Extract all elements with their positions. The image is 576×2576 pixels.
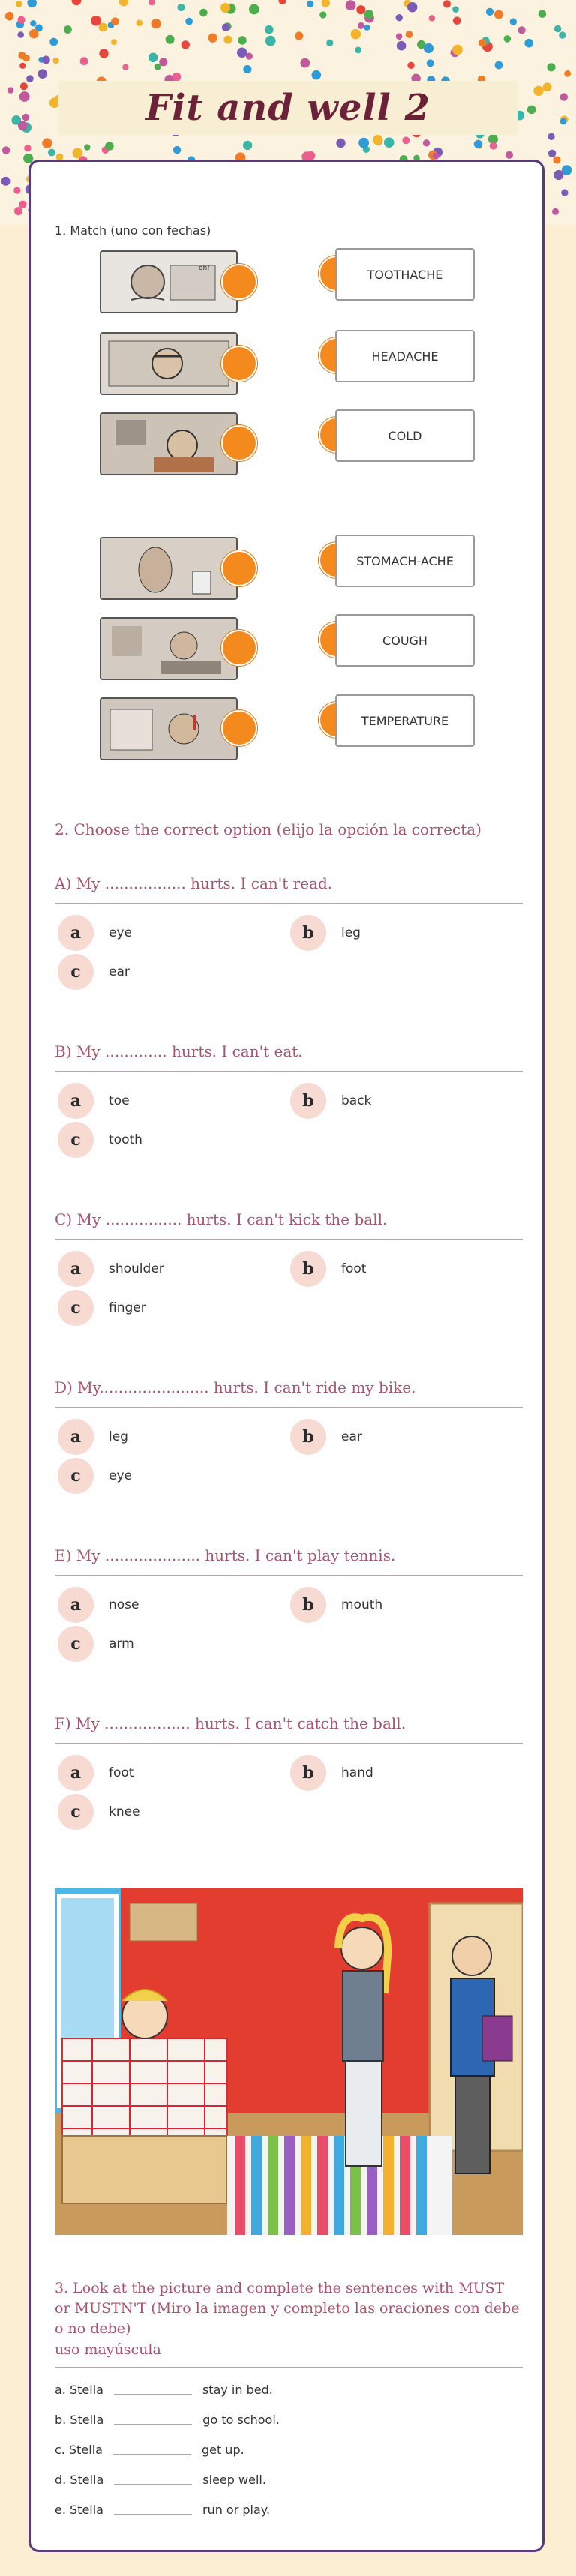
word-label: TEMPERATURE xyxy=(361,713,449,728)
confetti-dot xyxy=(510,19,517,25)
sentence-suffix: go to school. xyxy=(202,2413,280,2427)
question-b-prompt: B) My ............. hurts. I can't eat. xyxy=(55,1042,303,1060)
option-text: foot xyxy=(109,1765,134,1780)
confetti-dot xyxy=(547,63,555,71)
option-text: knee xyxy=(109,1804,140,1819)
option-text: leg xyxy=(341,925,361,940)
confetti-dot xyxy=(99,23,108,32)
option-text: foot xyxy=(341,1261,367,1276)
word-label: COUGH xyxy=(382,633,428,648)
confetti-dot xyxy=(84,144,90,150)
option-letter: a xyxy=(58,915,94,951)
question-divider xyxy=(55,1239,523,1240)
question-c-prompt: C) My ................ hurts. I can't kick the ball. xyxy=(55,1210,388,1228)
option-c[interactable] xyxy=(58,954,130,990)
option-c[interactable] xyxy=(58,1626,134,1662)
confetti-dot xyxy=(504,35,512,43)
confetti-dot xyxy=(322,0,330,7)
confetti-dot xyxy=(24,145,31,151)
option-b[interactable] xyxy=(290,1419,362,1455)
match-dot-picture-3[interactable] xyxy=(221,425,257,461)
sentence-prefix: e. Stella xyxy=(55,2503,104,2517)
answer-blank[interactable] xyxy=(114,2377,192,2395)
confetti-dot xyxy=(494,10,503,19)
question-divider xyxy=(55,1575,523,1576)
confetti-dot xyxy=(278,0,286,4)
confetti-dot xyxy=(105,142,114,151)
option-letter: c xyxy=(58,1794,94,1830)
confetti-dot xyxy=(237,47,247,57)
sentence-suffix: stay in bed. xyxy=(202,2383,273,2397)
confetti-dot xyxy=(320,11,326,18)
confetti-dot xyxy=(351,29,362,40)
option-letter: a xyxy=(58,1419,94,1455)
confetti-dot xyxy=(364,10,374,19)
answer-blank[interactable] xyxy=(114,2467,192,2485)
confetti-dot xyxy=(18,16,26,24)
option-c[interactable] xyxy=(58,1122,142,1158)
confetti-dot xyxy=(424,43,434,53)
confetti-dot xyxy=(42,138,52,148)
option-text: shoulder xyxy=(109,1261,164,1276)
sentence-b xyxy=(55,2407,280,2427)
word-box-headache xyxy=(335,330,475,382)
question-divider xyxy=(55,1071,523,1072)
confetti-dot xyxy=(336,139,345,148)
confetti-dot xyxy=(166,35,175,44)
page-title: Fit and well 2 xyxy=(146,87,430,129)
word-box-cough xyxy=(335,614,475,667)
confetti-dot xyxy=(14,207,22,215)
confetti-dot xyxy=(524,39,533,48)
sentence-e xyxy=(55,2497,270,2517)
confetti-dot xyxy=(397,41,406,51)
option-text: tooth xyxy=(109,1132,142,1147)
option-text: hand xyxy=(341,1765,374,1780)
answer-blank[interactable] xyxy=(113,2437,191,2455)
confetti-dot xyxy=(173,146,181,154)
confetti-dot xyxy=(91,16,101,26)
option-letter: a xyxy=(58,1083,94,1119)
confetti-dot xyxy=(307,1,314,7)
confetti-dot xyxy=(490,142,497,150)
confetti-dot xyxy=(518,26,526,34)
option-a[interactable] xyxy=(58,915,132,951)
confetti-dot xyxy=(148,53,158,63)
sentence-prefix: a. Stella xyxy=(55,2383,104,2397)
confetti-dot xyxy=(527,106,536,115)
confetti-dot xyxy=(552,208,559,215)
sentence-d xyxy=(55,2467,266,2487)
confetti-dot xyxy=(407,62,414,69)
sentence-prefix: c. Stella xyxy=(55,2443,103,2457)
confetti-dot xyxy=(495,61,503,70)
option-letter: b xyxy=(290,1755,326,1791)
confetti-dot xyxy=(136,19,143,26)
confetti-dot xyxy=(301,58,310,68)
confetti-dot xyxy=(38,69,47,79)
option-letter: a xyxy=(58,1251,94,1287)
option-letter: b xyxy=(290,1251,326,1287)
question-divider xyxy=(55,1743,523,1744)
section3-label: 3. Look at the picture and complete the sentences with MUST or MUSTN'T (Miro la imagen y completo las oraciones con debe o no debe) xyxy=(55,2280,520,2337)
confetti-dot xyxy=(295,31,303,40)
option-b[interactable] xyxy=(290,1755,374,1791)
option-letter: b xyxy=(290,915,326,951)
confetti-dot xyxy=(243,65,251,73)
confetti-dot xyxy=(18,121,28,131)
confetti-dot xyxy=(358,138,369,148)
confetti-dot xyxy=(50,38,58,46)
confetti-dot xyxy=(238,36,246,44)
confetti-dot xyxy=(111,17,119,25)
confetti-dot xyxy=(561,190,568,196)
match-dot-picture-4[interactable] xyxy=(221,550,257,586)
option-letter: b xyxy=(290,1083,326,1119)
confetti-dot xyxy=(154,64,161,70)
option-text: ear xyxy=(341,1429,362,1444)
sentence-suffix: run or play. xyxy=(202,2503,271,2517)
confetti-dot xyxy=(52,58,58,64)
confetti-dot xyxy=(208,34,218,43)
confetti-dot xyxy=(152,19,161,28)
sentence-a xyxy=(55,2377,273,2397)
confetti-dot xyxy=(29,29,38,38)
confetti-dot xyxy=(364,25,370,31)
option-b[interactable] xyxy=(290,1083,371,1119)
confetti-dot xyxy=(19,201,26,208)
option-text: eye xyxy=(109,1468,132,1483)
confetti-dot xyxy=(2,177,10,186)
confetti-dot xyxy=(265,25,274,34)
confetti-dot xyxy=(182,40,190,49)
match-dot-picture-2[interactable] xyxy=(221,346,257,382)
match-dot-picture-6[interactable] xyxy=(221,710,257,746)
word-label: TOOTHACHE xyxy=(367,267,443,282)
option-a[interactable] xyxy=(58,1083,130,1119)
confetti-dot xyxy=(222,23,230,31)
confetti-dot xyxy=(452,6,459,13)
confetti-dot xyxy=(407,2,417,12)
confetti-dot xyxy=(22,114,30,121)
confetti-dot xyxy=(554,25,561,32)
confetti-dot xyxy=(42,56,50,64)
confetti-dot xyxy=(200,9,208,17)
title-box xyxy=(58,81,518,135)
confetti-dot xyxy=(384,137,394,148)
word-box-cold xyxy=(335,409,475,462)
option-text: nose xyxy=(109,1597,140,1612)
option-letter: b xyxy=(290,1587,326,1623)
confetti-dot xyxy=(20,63,26,69)
confetti-dot xyxy=(220,3,230,13)
confetti-dot xyxy=(538,10,547,18)
question-a-prompt: A) My ................. hurts. I can't read. xyxy=(55,874,333,892)
confetti-dot xyxy=(72,0,82,5)
word-label: STOMACH-ACHE xyxy=(356,553,454,568)
option-letter: c xyxy=(58,954,94,990)
option-text: arm xyxy=(109,1636,134,1651)
option-text: toe xyxy=(109,1093,130,1108)
confetti-dot xyxy=(243,141,252,150)
headache-picture xyxy=(100,332,238,395)
answer-blank[interactable] xyxy=(114,2407,192,2425)
confetti-dot xyxy=(111,39,117,45)
confetti-dot xyxy=(533,86,543,96)
confetti-dot xyxy=(20,82,28,90)
confetti-dot xyxy=(358,22,364,29)
confetti-dot xyxy=(429,15,435,21)
cold-picture xyxy=(100,412,238,475)
confetti-dot xyxy=(553,156,560,163)
section1-label: 1. Match (uno con fechas) xyxy=(55,223,212,238)
temperature-picture xyxy=(100,697,238,760)
confetti-dot xyxy=(122,64,128,70)
option-c[interactable] xyxy=(58,1458,132,1494)
option-text: eye xyxy=(109,925,132,940)
sentence-prefix: b. Stella xyxy=(55,2413,104,2427)
confetti-dot xyxy=(20,91,30,102)
confetti-dot xyxy=(373,135,382,145)
option-letter: c xyxy=(58,1458,94,1494)
option-b[interactable] xyxy=(290,1587,382,1623)
question-f-prompt: F) My .................. hurts. I can't catch the ball. xyxy=(55,1714,406,1732)
match-dot-picture-1[interactable] xyxy=(221,264,257,300)
svg-text:oh!: oh! xyxy=(199,265,210,272)
sentence-suffix: sleep well. xyxy=(202,2473,266,2487)
option-c[interactable] xyxy=(58,1794,140,1830)
confetti-dot xyxy=(356,5,365,14)
confetti-dot xyxy=(249,4,260,15)
option-text: leg xyxy=(109,1429,128,1444)
sentence-prefix: d. Stella xyxy=(55,2473,104,2487)
confetti-dot xyxy=(486,8,494,16)
confetti-dot xyxy=(423,139,430,146)
option-letter: a xyxy=(58,1587,94,1623)
confetti-dot xyxy=(312,70,322,80)
question-divider xyxy=(55,1407,523,1408)
word-box-stomach-ache xyxy=(335,535,475,587)
option-a[interactable] xyxy=(58,1755,134,1791)
option-b[interactable] xyxy=(290,1251,366,1287)
confetti-dot xyxy=(564,70,571,77)
question-divider xyxy=(55,903,523,904)
section3-sublabel: uso mayúscula xyxy=(55,2341,161,2358)
confetti-dot xyxy=(119,0,128,6)
option-letter: b xyxy=(290,1419,326,1455)
confetti-dot xyxy=(73,148,83,158)
option-a[interactable] xyxy=(58,1419,128,1455)
answer-blank[interactable] xyxy=(114,2497,192,2515)
option-text: finger xyxy=(109,1300,146,1315)
confetti-dot xyxy=(5,12,14,21)
confetti-dot xyxy=(2,146,10,154)
option-text: back xyxy=(341,1093,372,1108)
stomach-ache-picture xyxy=(100,537,238,600)
confetti-dot xyxy=(559,31,566,38)
confetti-dot xyxy=(474,140,482,148)
option-text: mouth xyxy=(341,1597,383,1612)
confetti-dot xyxy=(306,151,315,160)
confetti-dot xyxy=(326,40,333,46)
confetti-dot xyxy=(177,4,184,11)
confetti-dot xyxy=(266,36,276,46)
confetti-dot xyxy=(148,0,155,5)
confetti-dot xyxy=(554,170,563,180)
confetti-dot xyxy=(224,36,232,44)
confetti-dot xyxy=(26,75,34,82)
confetti-dot xyxy=(14,187,20,194)
question-e-prompt: E) My .................... hurts. I can't play tennis. xyxy=(55,1546,396,1564)
confetti-dot xyxy=(396,33,403,40)
confetti-dot xyxy=(355,47,362,54)
option-letter: a xyxy=(58,1755,94,1791)
confetti-dot xyxy=(548,133,554,140)
sentence-suffix: get up. xyxy=(201,2443,244,2457)
section3-divider xyxy=(55,2367,523,2368)
word-label: COLD xyxy=(388,428,422,443)
confetti-dot xyxy=(453,16,461,25)
confetti-dot xyxy=(64,25,72,34)
confetti-dot xyxy=(543,82,552,91)
option-letter: c xyxy=(58,1290,94,1326)
confetti-dot xyxy=(346,0,356,10)
confetti-dot xyxy=(560,93,568,100)
confetti-dot xyxy=(452,45,463,55)
option-b[interactable] xyxy=(290,915,361,951)
confetti-dot xyxy=(427,59,434,67)
confetti-dot xyxy=(402,137,410,145)
match-dot-picture-5[interactable] xyxy=(221,630,257,666)
cough-picture xyxy=(100,617,238,680)
confetti-dot xyxy=(8,87,14,94)
option-a[interactable] xyxy=(58,1251,164,1287)
confetti-dot xyxy=(443,0,451,7)
confetti-dot xyxy=(99,49,108,58)
confetti-dot xyxy=(433,153,440,160)
option-letter: c xyxy=(58,1122,94,1158)
option-text: ear xyxy=(109,964,130,979)
confetti-dot xyxy=(406,31,413,38)
sick-girl-illustration xyxy=(55,1888,523,2235)
confetti-dot xyxy=(17,31,24,38)
confetti-dot xyxy=(48,149,56,157)
word-label: HEADACHE xyxy=(371,349,439,364)
option-a[interactable] xyxy=(58,1587,140,1623)
question-d-prompt: D) My....................... hurts. I can't ride my bike. xyxy=(55,1378,416,1396)
option-c[interactable] xyxy=(58,1290,146,1326)
confetti-dot xyxy=(30,20,36,26)
confetti-dot xyxy=(506,151,513,159)
confetti-dot xyxy=(27,0,37,7)
worksheet-card xyxy=(28,160,544,2552)
word-box-toothache xyxy=(335,248,475,301)
word-box-temperature xyxy=(335,694,475,747)
toothache-picture xyxy=(100,250,238,313)
confetti-dot xyxy=(159,58,167,66)
confetti-dot xyxy=(560,118,567,125)
confetti-dot xyxy=(185,18,193,25)
confetti-dot xyxy=(16,1,22,7)
confetti-dot xyxy=(478,39,486,46)
confetti-dot xyxy=(396,14,403,21)
confetti-dot xyxy=(80,57,88,65)
option-letter: c xyxy=(58,1626,94,1662)
confetti-dot xyxy=(23,55,30,61)
confetti-dot xyxy=(548,150,556,157)
section2-label: 2. Choose the correct option (elijo la opción la correcta) xyxy=(55,820,482,838)
sentence-c xyxy=(55,2437,244,2457)
confetti-dot xyxy=(172,73,182,82)
